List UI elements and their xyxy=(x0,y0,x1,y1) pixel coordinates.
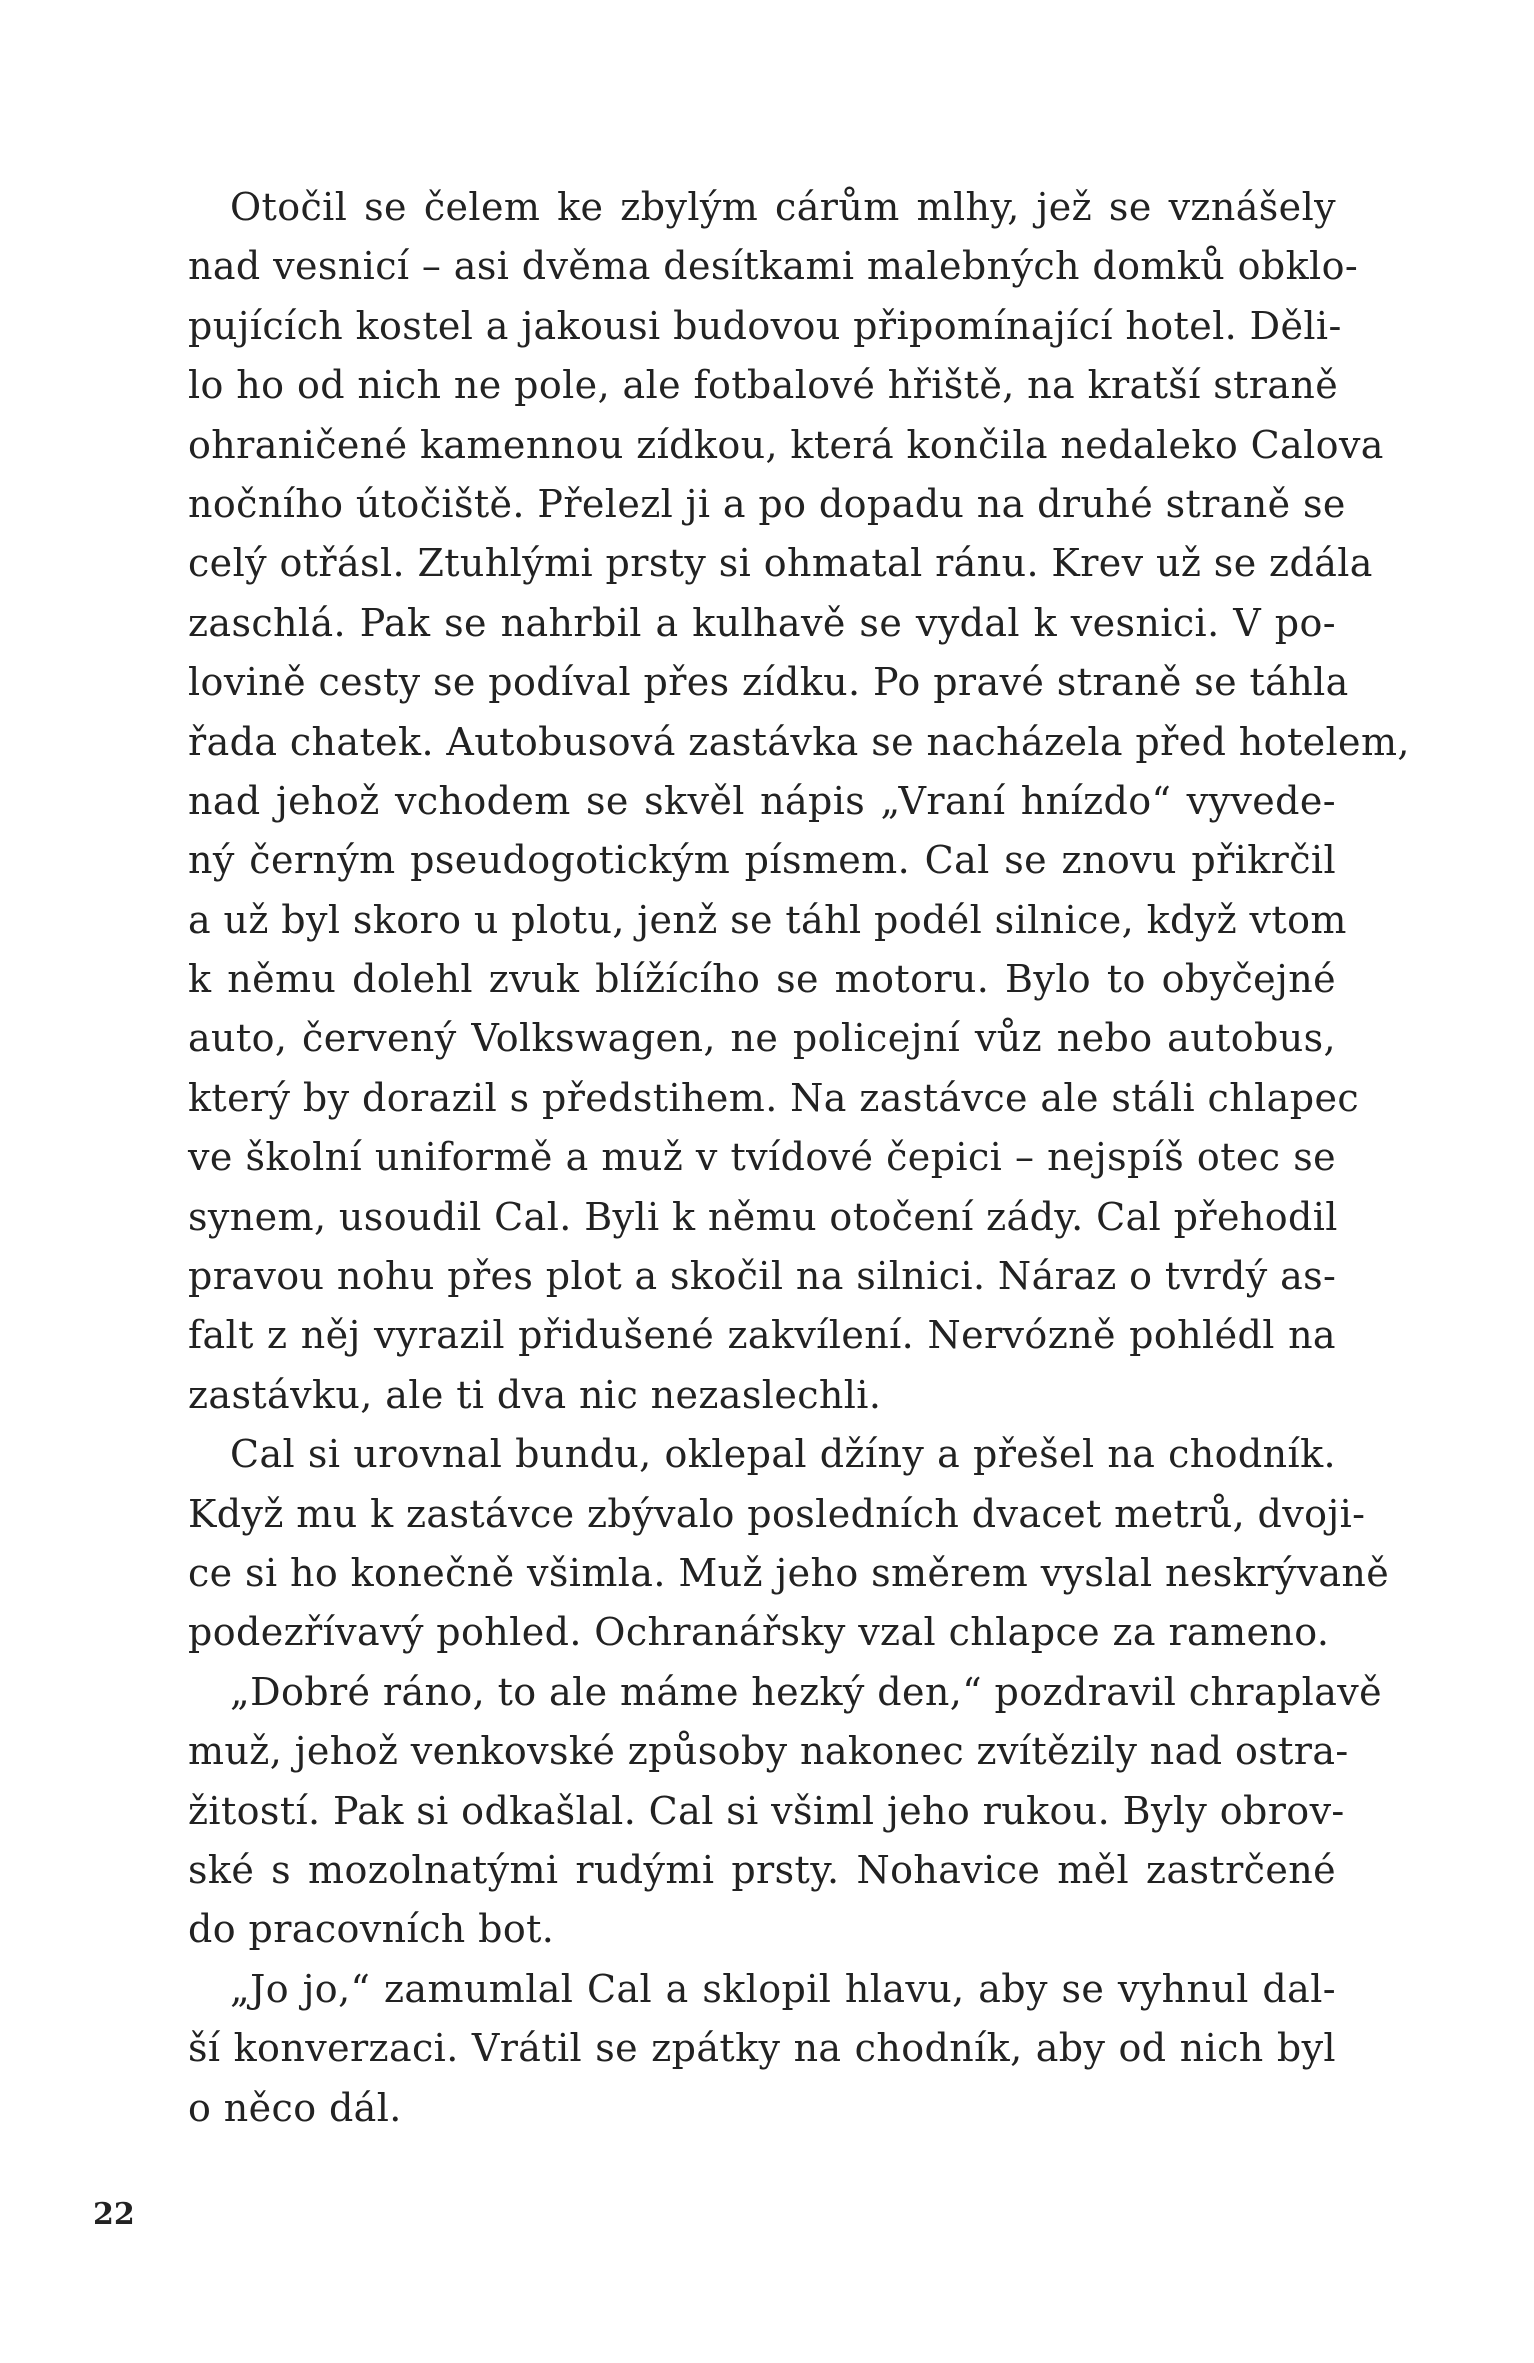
text-line: zaschlá. Pak se nahrbil a kulhavě se vydal k vesnici. V po- xyxy=(188,600,1336,645)
text-line: pujících kostel a jakousi budovou připomínající hotel. Děli- xyxy=(188,303,1342,348)
text-line: ské s mozolnatými rudými prsty. Nohavice měl zastrčené xyxy=(188,1847,1336,1892)
text-line: lo ho od nich ne pole, ale fotbalové hřiště, na kratší straně xyxy=(188,363,1339,408)
text-line: k němu dolehl zvuk blížícího se motoru. Bylo to obyčejné xyxy=(188,957,1336,1002)
text-line: který by dorazil s předstihem. Na zastávce ale stáli chlapec xyxy=(188,1075,1360,1120)
text-line: žitostí. Pak si odkašlal. Cal si všiml jeho rukou. Byly obrov- xyxy=(188,1788,1345,1833)
text-line: do pracovních bot. xyxy=(188,1907,555,1952)
text-line: Otočil se čelem ke zbylým cárům mlhy, jež se vznášely xyxy=(230,185,1336,229)
text-line: „Jo jo,“ zamumlal Cal a sklopil hlavu, aby se vyhnul dal- xyxy=(230,1966,1336,2011)
text-line: Když mu k zastávce zbývalo posledních dvacet metrů, dvoji- xyxy=(188,1491,1366,1536)
text-line: synem, usoudil Cal. Byli k němu otočení zády. Cal přehodil xyxy=(188,1194,1338,1239)
text-line: o něco dál. xyxy=(188,2085,402,2130)
text-line: a už byl skoro u plotu, jenž se táhl podél silnice, když vtom xyxy=(188,897,1347,942)
text-line: ohraničené kamennou zídkou, která končila nedaleko Calova xyxy=(188,422,1384,467)
text-line: ší konverzaci. Vrátil se zpátky na chodník, aby od nich byl xyxy=(188,2026,1336,2071)
text-line: ve školní uniformě a muž v tvídové čepici – nejspíš otec se xyxy=(188,1135,1336,1180)
text-line: nad jehož vchodem se skvěl nápis „Vraní hnízdo“ vyvede- xyxy=(188,778,1336,823)
text-line: pravou nohu přes plot a skočil na silnici. Náraz o tvrdý as- xyxy=(188,1254,1337,1299)
text-line: falt z něj vyrazil přidušené zakvílení. Nervózně pohlédl na xyxy=(188,1313,1336,1358)
text-line: ce si ho konečně všimla. Muž jeho směrem vyslal neskrývaně xyxy=(188,1550,1390,1595)
text-line: lovině cesty se podíval přes zídku. Po pravé straně se táhla xyxy=(188,660,1349,705)
text-line: ný černým pseudogotickým písmem. Cal se znovu přikrčil xyxy=(188,838,1336,883)
text-line: celý otřásl. Ztuhlými prsty si ohmatal ránu. Krev už se zdála xyxy=(188,541,1373,586)
body-text xyxy=(188,178,1410,2138)
text-line: podezřívavý pohled. Ochranářsky vzal chlapce za rameno. xyxy=(188,1610,1330,1655)
text-line: Cal si urovnal bundu, oklepal džíny a přešel na chodník. xyxy=(230,1432,1336,1477)
text-line: muž, jehož venkovské způsoby nakonec zvítězily nad ostra- xyxy=(188,1729,1349,1774)
text-line: řada chatek. Autobusová zastávka se nacházela před hotelem, xyxy=(188,719,1410,764)
page-number: 22 xyxy=(93,2197,135,2232)
text-line: nočního útočiště. Přelezl ji a po dopadu na druhé straně se xyxy=(188,481,1346,526)
text-line: auto, červený Volkswagen, ne policejní vůz nebo autobus, xyxy=(188,1016,1336,1061)
text-line: nad vesnicí – asi dvěma desítkami malebných domků obklo- xyxy=(188,244,1359,289)
text-line: „Dobré ráno, to ale máme hezký den,“ pozdravil chraplavě xyxy=(230,1669,1383,1714)
text-line: zastávku, ale ti dva nic nezaslechli. xyxy=(188,1372,882,1417)
